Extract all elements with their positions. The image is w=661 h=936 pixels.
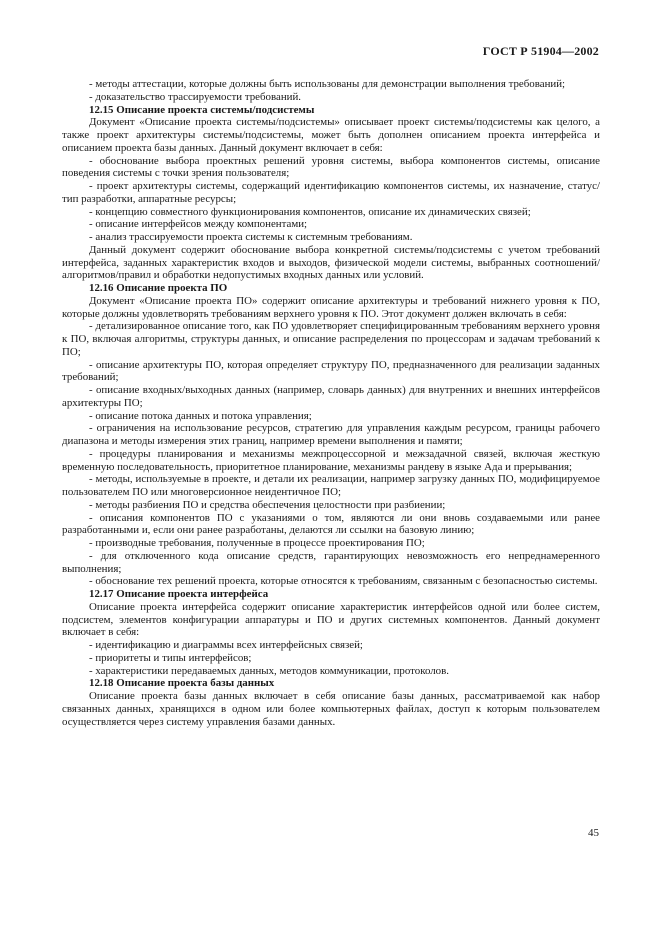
- body-paragraph: - описание архитектуры ПО, которая определяет структуру ПО, предназначенного для реализации заданных требований;: [62, 358, 600, 384]
- body-paragraph: - для отключенного кода описание средств, гарантирующих невозможность его непреднамеренного выполнения;: [62, 549, 600, 575]
- body-paragraph: - доказательство трассируемости требований.: [89, 90, 302, 103]
- body-paragraph: - приоритеты и типы интерфейсов;: [89, 651, 252, 664]
- body-paragraph: - ограничения на использование ресурсов, стратегию для управления каждым ресурсом, границы рабочего диапазона и методы измерения этих границ, например времени выполнения и памяти;: [62, 422, 600, 447]
- body-paragraph: Данный документ содержит обоснование выбора конкретной системы/подсистемы с учетом требований интерфейса, заданных характеристик входов и выходов, физической модели системы, выбранных соотношений/алгоритмов/правил и обработки недопустимых входных данных или условий.: [62, 243, 600, 282]
- body-paragraph: - анализ трассируемости проекта системы к системным требованиям.: [89, 231, 413, 243]
- section-heading: 12.18 Описание проекта базы данных: [89, 677, 275, 690]
- body-paragraph: - обоснование тех решений проекта, которые относятся к требованиям, связанным с безопасностью системы.: [89, 575, 598, 588]
- document-body: [62, 78, 600, 728]
- section-heading: 12.15 Описание проекта системы/подсистемы: [89, 103, 315, 116]
- body-paragraph: - методы разбиения ПО и средства обеспечения целостности при разбиении;: [89, 498, 446, 511]
- body-paragraph: - производные требования, полученные в процессе проектирования ПО;: [89, 537, 425, 549]
- body-paragraph: - характеристики передаваемых данных, методов коммуникации, протоколов.: [89, 664, 449, 677]
- section-heading: 12.17 Описание проекта интерфейса: [89, 588, 269, 600]
- section-heading: 12.16 Описание проекта ПО: [89, 282, 228, 294]
- body-paragraph: - описания компонентов ПО с указаниями о том, являются ли они вновь создаваемыми или ранее разработанными и, если они ранее разработаны, делаются ли ссылки на базовую линию;: [62, 511, 600, 537]
- body-paragraph: - процедуры планирования и механизмы межпроцессорной и межзадачной связей, включая жесткую временную последовательность, приоритетное планирование, механизмы рандеву в языке Ада и прерывания;: [62, 447, 600, 473]
- body-paragraph: - проект архитектуры системы, содержащий идентификацию компонентов системы, их назначение, статус/тип разработки, аппаратные ресурсы;: [62, 180, 600, 205]
- body-paragraph: Документ «Описание проекта системы/подсистемы» описывает проект системы/подсистемы как целого, а также проект архитектуры системы/подсистемы, может быть дополнен описанием проекта интерфейса и описанием проекта базы данных. Данный документ включает в себя:: [62, 116, 600, 154]
- body-paragraph: - концепцию совместного функционирования компонентов, описание их динамических связей;: [89, 205, 531, 218]
- standard-header: ГОСТ Р 51904—2002: [482, 44, 599, 58]
- body-paragraph: Описание проекта интерфейса содержит описание характеристик интерфейсов одной или более систем, подсистем, элементов конфигурации аппаратуры и ПО и других системных компонентов. Данный документ включает в себя:: [62, 600, 600, 639]
- body-paragraph: - описание интерфейсов между компонентами;: [89, 218, 308, 231]
- body-paragraph: Описание проекта базы данных включает в себя описание базы данных, рассматриваемой как набор связанных данных, хранящихся в одном или более компьютерных файлах, доступ к которым пользователем осуществляется через систему управления базами данных.: [62, 690, 600, 728]
- body-paragraph: - детализированное описание того, как ПО удовлетворяет специфицированным требованиям верхнего уровня к ПО, включая алгоритмы, структуры данных, и описание распределения по процессорам и задачам требований к ПО;: [62, 320, 600, 358]
- page-number: 45: [588, 827, 599, 839]
- body-paragraph: - идентификацию и диаграммы всех интерфейсных связей;: [89, 639, 363, 651]
- body-paragraph: Документ «Описание проекта ПО» содержит описание архитектуры и требований нижнего уровня к ПО, которые должны удовлетворять требованиям верхнего уровня к ПО. Этот документ должен включать в себя:: [62, 294, 600, 320]
- body-paragraph: - описание потока данных и потока управления;: [89, 409, 312, 422]
- body-paragraph: - описание входных/выходных данных (например, словарь данных) для внутренних и внешних интерфейсов архитектуры ПО;: [62, 384, 600, 409]
- body-paragraph: - методы, используемые в проекте, и детали их реализации, например загрузку данных ПО, модифицируемое пользователем ПО или многоверсионное неидентичное ПО;: [62, 473, 600, 498]
- body-paragraph: - методы аттестации, которые должны быть использованы для демонстрации выполнения требований;: [89, 78, 566, 90]
- body-paragraph: - обоснование выбора проектных решений уровня системы, выбора компонентов системы, описание поведения системы с точки зрения пользователя;: [62, 154, 600, 180]
